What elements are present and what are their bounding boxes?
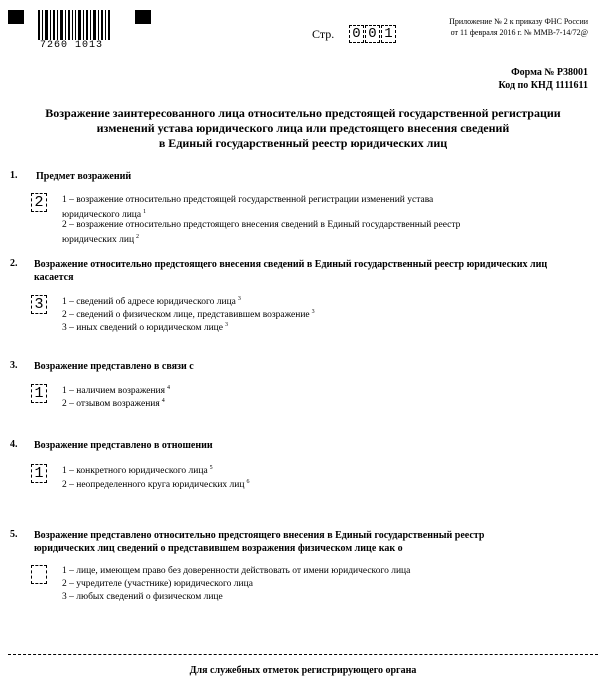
section-number: 2. (10, 258, 18, 269)
appendix-reference (449, 16, 588, 38)
option-item (62, 395, 165, 410)
document-title (20, 106, 586, 151)
corner-marker-left (8, 10, 24, 24)
option-text: 2 – отзывом возражения (62, 399, 160, 410)
appendix-line: от 11 февраля 2016 г. № ММВ-7-14/72@ (450, 28, 588, 37)
option-item (62, 476, 249, 491)
title-line: изменений устава юридического лица или предстоящего внесения сведений (96, 121, 510, 135)
option-text: 2 – возражение относительно предстоящего внесения сведений в Единый государственный реестр (62, 220, 461, 230)
barcode-number: 7260 1013 (40, 40, 104, 51)
option-item: 2 – учредителе (участнике) юридического лица (62, 579, 253, 589)
answer-box-reason[interactable]: 1 (31, 384, 47, 403)
footnote-ref: 5 (209, 465, 213, 471)
footnote-ref: 3 (237, 296, 241, 302)
cut-line (8, 654, 598, 655)
option-item (62, 319, 228, 334)
option-text: 3 – иных сведений о юридическом лице (62, 323, 223, 334)
page-number-field[interactable] (349, 25, 397, 43)
section-heading (34, 529, 484, 555)
section-number: 4. (10, 439, 18, 450)
appendix-line: Приложение № 2 к приказу ФНС России (449, 17, 588, 26)
footnote-ref: 4 (161, 398, 165, 404)
option-item: 1 – лице, имеющем право без доверенности действовать от имени юридического лица (62, 566, 411, 576)
page-label: Стр. (312, 27, 335, 41)
option-text: 1 – конкретного юридического лица (62, 466, 208, 477)
form-number: Форма № Р38001 (511, 67, 588, 78)
option-text: 2 – неопределенного круга юридических лиц (62, 480, 245, 491)
footnote-ref: 6 (246, 479, 250, 485)
section-heading: Возражение представлено в отношении (34, 440, 213, 451)
option-text: юридического лица (62, 210, 142, 221)
option-item: 3 – любых сведений о физическом лице (62, 592, 223, 602)
barcode (38, 10, 112, 40)
option-item (62, 194, 433, 221)
option-text: юридических лиц (62, 235, 135, 246)
section-number: 5. (10, 529, 18, 540)
official-notes-label: Для служебных отметок регистрирующего органа (189, 665, 417, 676)
heading-line: Возражение относительно предстоящего внесения сведений в Единый государственный реестр юридических лиц (34, 259, 548, 270)
title-line: Возражение заинтересованного лица относительно предстоящей государственной регистрации (45, 106, 561, 120)
option-item (62, 219, 460, 246)
section-heading (34, 258, 547, 284)
answer-box-person-role[interactable] (31, 565, 47, 584)
answer-box-concerns[interactable]: 3 (31, 295, 47, 314)
footnote-ref: 2 (136, 234, 140, 240)
heading-line: касается (34, 272, 74, 283)
page-digit-box[interactable]: 1 (381, 25, 396, 43)
footnote-ref: 4 (167, 385, 171, 391)
section-heading: Предмет возражений (36, 171, 132, 182)
page-digit-box[interactable]: 0 (365, 25, 380, 43)
section-number: 3. (10, 360, 18, 371)
page-digit-box[interactable]: 0 (349, 25, 364, 43)
answer-box-target[interactable]: 1 (31, 464, 47, 483)
heading-line: Возражение представлено относительно предстоящего внесения в Единый государственный реестр (34, 530, 485, 541)
heading-line: юридических лиц сведений о представившем возражения физическом лице как о (34, 543, 403, 554)
answer-box-subject[interactable]: 2 (31, 193, 47, 212)
footnote-ref: 3 (224, 322, 228, 328)
option-text: 2 – сведений о физическом лице, представившем возражение (62, 310, 310, 321)
title-line: в Единый государственный реестр юридических лиц (158, 136, 448, 150)
option-item (62, 462, 213, 477)
section-number: 1. (10, 170, 18, 181)
footnote-ref: 1 (143, 209, 147, 215)
corner-marker-right (135, 10, 151, 24)
option-text: 1 – наличием возражения (62, 386, 166, 397)
option-text: 1 – возражение относительно предстоящей государственной регистрации изменений устава (62, 195, 434, 205)
section-heading: Возражение представлено в связи с (34, 361, 194, 372)
form-code (499, 66, 589, 92)
footnote-ref: 3 (311, 309, 315, 315)
knd-code: Код по КНД 1111611 (498, 80, 588, 91)
option-text: 1 – сведений об адресе юридического лица (62, 297, 236, 308)
